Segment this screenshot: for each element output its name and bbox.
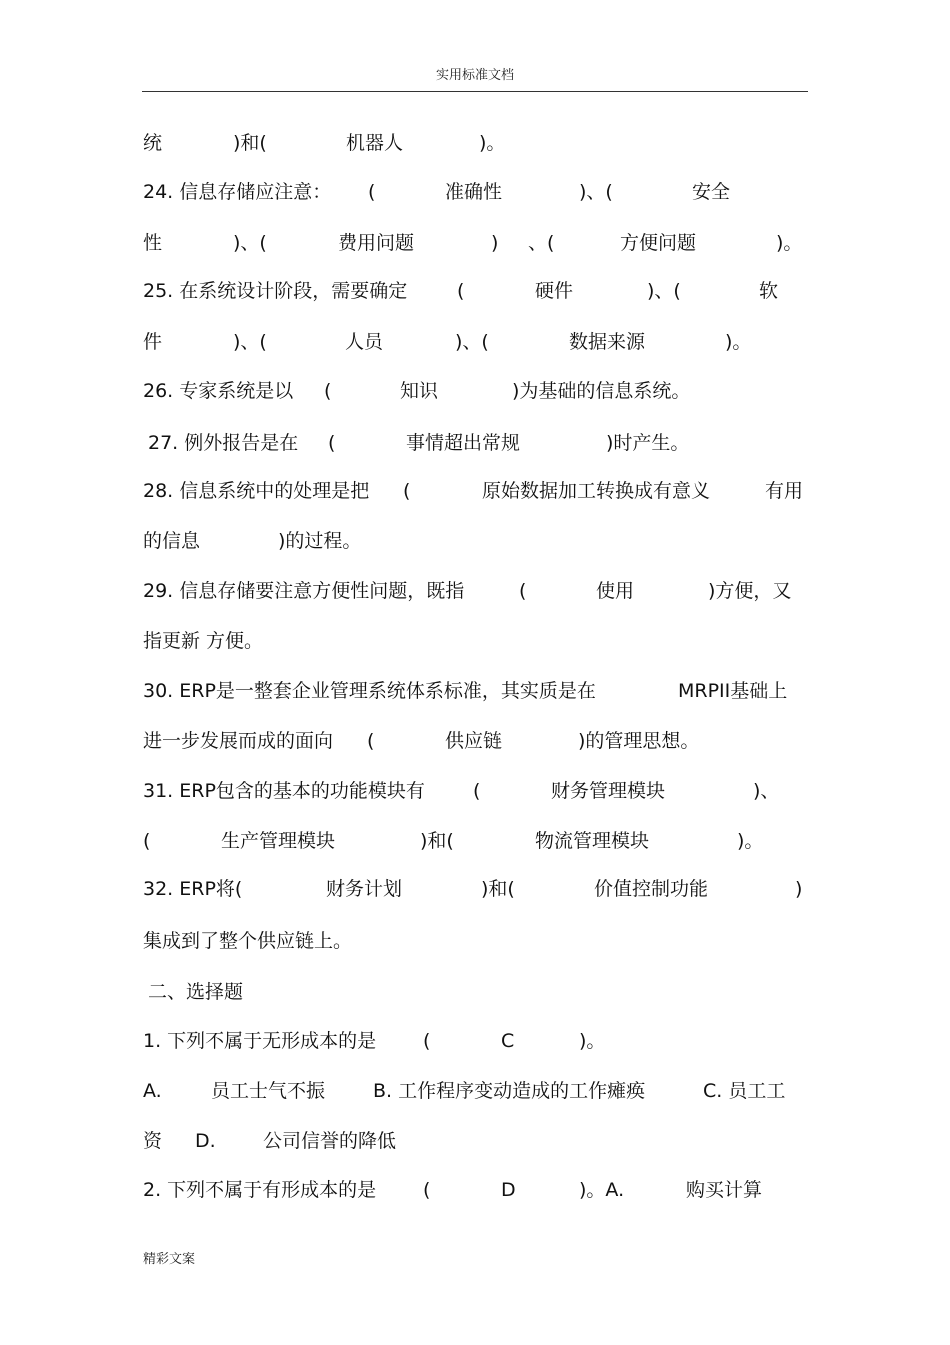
text-segment: 数据来源 bbox=[569, 331, 646, 353]
text-segment: ( bbox=[324, 380, 332, 402]
text-segment: ( bbox=[457, 280, 465, 302]
text-segment: )为基础的信息系统。 bbox=[512, 380, 691, 402]
text-segment: ( bbox=[143, 830, 151, 852]
text-segment: 机器人 bbox=[346, 132, 404, 154]
text-segment: D bbox=[501, 1179, 516, 1201]
text-segment: ( bbox=[519, 580, 527, 602]
text-segment: 安全 bbox=[692, 181, 731, 203]
text-segment: 价值控制功能 bbox=[594, 878, 709, 900]
text-segment: ( bbox=[473, 780, 481, 802]
text-segment: )、( bbox=[233, 232, 267, 254]
text-segment: C bbox=[501, 1030, 515, 1052]
text-segment: 有用 bbox=[765, 480, 804, 502]
text-segment: 事情超出常规 bbox=[406, 432, 521, 454]
text-segment: 二、选择题 bbox=[148, 981, 244, 1003]
text-segment: )。 bbox=[725, 331, 752, 353]
text-segment: 员工士气不振 bbox=[211, 1080, 326, 1102]
text-segment: D. bbox=[195, 1130, 216, 1152]
text-segment: 集成到了整个供应链上。 bbox=[143, 930, 353, 952]
text-segment: ) bbox=[795, 878, 803, 900]
text-segment: 财务计划 bbox=[326, 878, 403, 900]
text-segment: )、 bbox=[753, 780, 780, 802]
text-segment: )、( bbox=[647, 280, 681, 302]
text-segment: ) bbox=[491, 232, 499, 254]
text-segment: ( bbox=[367, 730, 375, 752]
text-segment: )、( bbox=[579, 181, 613, 203]
page-header: 实用标准文档 bbox=[435, 68, 514, 83]
text-segment: 29. 信息存储要注意方便性问题，既指 bbox=[143, 580, 465, 602]
text-segment: )时产生。 bbox=[606, 432, 690, 454]
text-segment: )和( bbox=[481, 878, 515, 900]
text-segment: ( bbox=[423, 1030, 431, 1052]
text-segment: B. 工作程序变动造成的工作瘫痪 bbox=[373, 1080, 646, 1102]
text-segment: 件 bbox=[143, 331, 163, 353]
text-segment: )。A. bbox=[579, 1179, 625, 1201]
text-segment: )。 bbox=[579, 1030, 606, 1052]
text-segment: 物流管理模块 bbox=[535, 830, 650, 852]
text-segment: 软 bbox=[759, 280, 779, 302]
text-segment: MRPII基础上 bbox=[678, 680, 788, 702]
text-segment: )的管理思想。 bbox=[578, 730, 700, 752]
text-segment: )。 bbox=[737, 830, 764, 852]
text-segment: A. bbox=[143, 1080, 162, 1102]
text-segment: 28. 信息系统中的处理是把 bbox=[143, 480, 370, 502]
text-segment: 费用问题 bbox=[338, 232, 415, 254]
text-segment: 31. ERP包含的基本的功能模块有 bbox=[143, 780, 425, 802]
text-segment: ( bbox=[328, 432, 336, 454]
text-segment: )的过程。 bbox=[278, 530, 362, 552]
text-segment: 供应链 bbox=[445, 730, 503, 752]
text-segment: 1. 下列不属于无形成本的是 bbox=[143, 1030, 377, 1052]
text-segment: 27. 例外报告是在 bbox=[148, 432, 299, 454]
text-segment: 2. 下列不属于有形成本的是 bbox=[143, 1179, 377, 1201]
text-segment: 24. 信息存储应注意： bbox=[143, 181, 332, 203]
text-segment: )方便，又 bbox=[708, 580, 792, 602]
text-segment: ( bbox=[403, 480, 411, 502]
text-segment: 25. 在系统设计阶段，需要确定 bbox=[143, 280, 408, 302]
text-segment: 进一步发展而成的面向 bbox=[143, 730, 334, 752]
text-segment: 人员 bbox=[345, 331, 384, 353]
text-segment: 生产管理模块 bbox=[221, 830, 336, 852]
page-footer: 精彩文案 bbox=[143, 1252, 196, 1267]
text-segment: 30. ERP是一整套企业管理系统体系标准，其实质是在 bbox=[143, 680, 596, 702]
text-segment: 公司信誉的降低 bbox=[263, 1130, 397, 1152]
header-rule bbox=[142, 91, 808, 92]
text-segment: 指更新 方便。 bbox=[143, 630, 264, 652]
text-segment: 使用 bbox=[596, 580, 635, 602]
text-segment: 财务管理模块 bbox=[551, 780, 666, 802]
text-segment: 资 bbox=[143, 1130, 163, 1152]
text-segment: )、( bbox=[455, 331, 489, 353]
text-segment: )。 bbox=[776, 232, 803, 254]
text-segment: ( bbox=[423, 1179, 431, 1201]
text-segment: 32. ERP将( bbox=[143, 878, 243, 900]
text-segment: C. 员工工 bbox=[703, 1080, 786, 1102]
text-segment: 、( bbox=[528, 232, 555, 254]
text-segment: 硬件 bbox=[535, 280, 574, 302]
text-segment: 性 bbox=[143, 232, 163, 254]
text-segment: ( bbox=[368, 181, 376, 203]
text-segment: 购买计算 bbox=[686, 1179, 763, 1201]
text-segment: 原始数据加工转换成有意义 bbox=[482, 480, 711, 502]
text-segment: )和( bbox=[233, 132, 267, 154]
text-segment: 方便问题 bbox=[620, 232, 697, 254]
text-segment: )、( bbox=[233, 331, 267, 353]
text-segment: 知识 bbox=[400, 380, 439, 402]
text-segment: 统 bbox=[143, 132, 163, 154]
text-segment: 26. 专家系统是以 bbox=[143, 380, 294, 402]
text-segment: 的信息 bbox=[143, 530, 201, 552]
text-segment: )。 bbox=[479, 132, 506, 154]
text-segment: 准确性 bbox=[445, 181, 503, 203]
text-segment: )和( bbox=[420, 830, 454, 852]
